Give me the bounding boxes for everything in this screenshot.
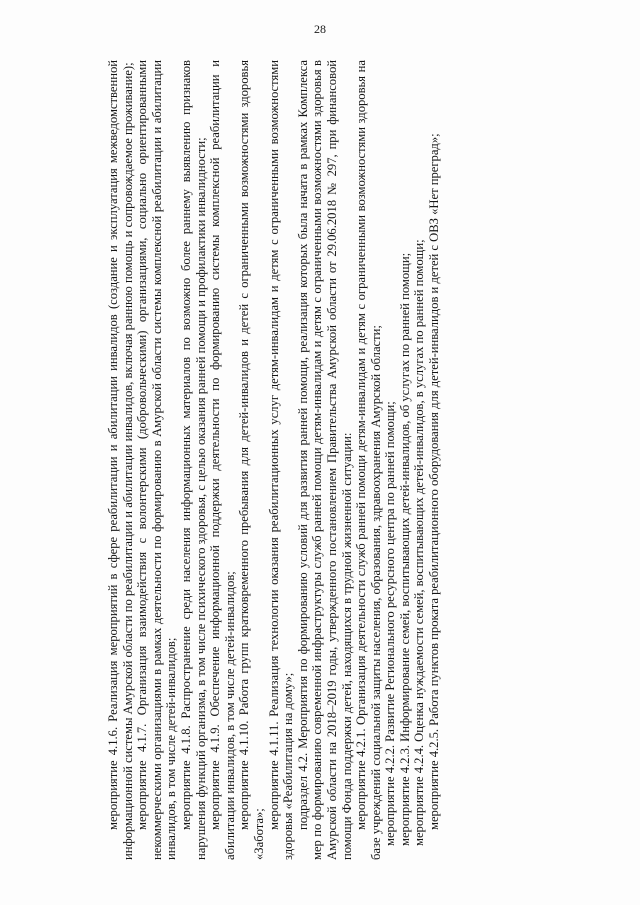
paragraph: мероприятие 4.1.8. Распространение среди населения информационных материалов по возможно более раннему выявлению признаков нарушения функций организма, в том числе психического здоровья, с целью оказания ранней помощи и профилактики инвалидности; [178,60,208,860]
paragraph: мероприятие 4.1.10. Работа групп кратковременного пребывания для детей-инвалидов и детей с ограниченными возможностями здоровья «Забота»; [237,60,266,860]
paragraph: подраздел 4.2. Мероприятия по формированию условий для развития ранней помощи, реализация которых была начата в рамках Комплекса мер по формированию современной инфраструктуры служб ранней помощи детям-инвалидам и детям с ограниченными возможностями здоровья в Амурской области на 2018–2019 годы, утвержденного постановлением Правительства Амурской области от 29.06.2018 № 297, при финансовой помощи Фонда поддержки детей, находящихся в трудной жизненной ситуации: [295,60,354,860]
paragraph: мероприятие 4.2.5. Работа пунктов проката реабилитационного оборудования для детей-инвалидов и детей с ОВЗ «Нет преград»; [427,133,442,830]
paragraph: мероприятие 4.1.9. Обеспечение информационной поддержки деятельности по формированию системы комплексной реабилитации и абилитации инвалидов, в том числе детей-инвалидов; [208,60,237,860]
paragraph: мероприятие 4.2.2. Развитие Регионального ресурсного центра по ранней помощи; [383,401,398,846]
page-number: 28 [314,22,326,36]
paragraph: мероприятие 4.1.11. Реализация технологии оказания реабилитационных услуг детям-инвалидам и детям с ограниченными возможностями здоровья «Реабилитация на дому»; [266,60,296,860]
paragraph: мероприятие 4.1.7. Организация взаимодействия с волонтерскими (добровольческими) организациями, социально ориентированными некоммерческими организациями в рамках деятельности по формированию в Амурской области системы комплексной реабилитации и абилитации инвалидов, в том числе детей-инвалидов; [135,60,179,860]
paragraph: мероприятие 4.2.4. Оценка нуждаемости семей, воспитывающих детей-инвалидов, в услугах по ранней помощи; [412,239,427,846]
rotated-text-block [106,60,546,860]
paragraph: мероприятие 4.2.3. Информирование семей, воспитывающих детей-инвалидов, об услугах по ранней помощи; [397,252,412,846]
paragraph: мероприятие 4.1.6. Реализация мероприятий в сфере реабилитации и абилитации инвалидов (создание и эксплуатация межведомственной информационной системы Амурской области по реабилитации и абилитации инвалидов, включая раннюю помощь и сопровождаемое проживание); [106,60,135,860]
paragraph: мероприятие 4.2.1. Организация деятельности служб ранней помощи детям-инвалидам и детям с ограниченными возможностями здоровья на базе учреждений социальной защиты населения, образования, здравоохранения Амурской области; [354,60,383,860]
